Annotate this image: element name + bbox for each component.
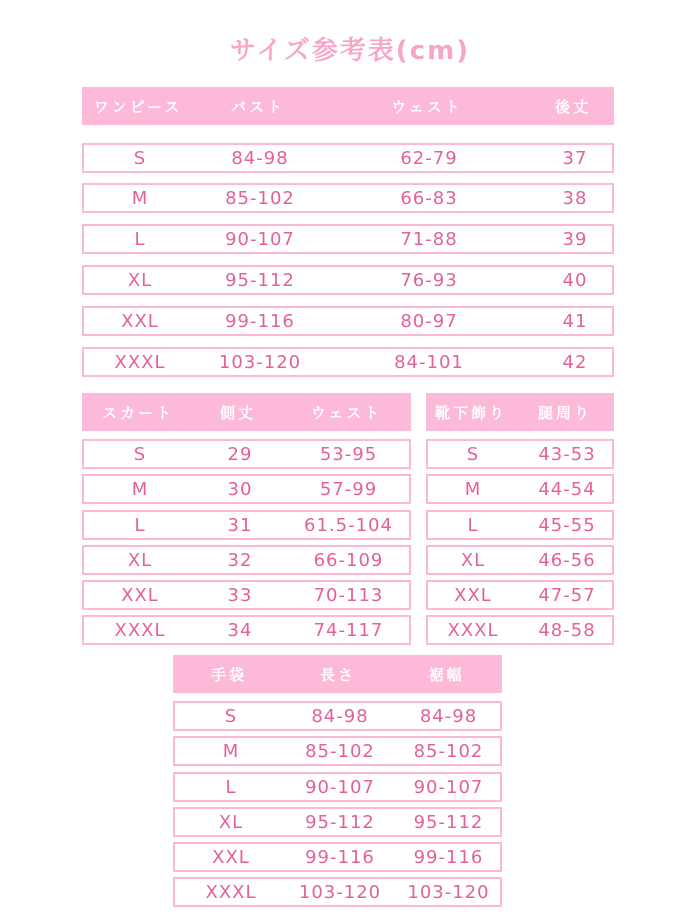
- gloves-cell: 103-120: [407, 881, 490, 903]
- socks-row: [426, 545, 614, 575]
- socks-header-row: [426, 393, 614, 431]
- skirt-cell: XL: [127, 549, 153, 571]
- onepiece-cell: 40: [562, 269, 588, 291]
- socks-cell: XXL: [454, 584, 492, 606]
- onepiece-cell: 90-107: [225, 228, 295, 250]
- onepiece-cell: 71-88: [400, 228, 458, 250]
- onepiece-header-cell: バスト: [230, 97, 285, 116]
- skirt-cell: 29: [227, 443, 253, 465]
- gloves-cell: 95-112: [305, 811, 375, 833]
- gloves-cell: S: [224, 705, 238, 727]
- socks-row: [426, 510, 614, 540]
- gloves-row: [173, 807, 502, 837]
- skirt-row: [82, 439, 411, 469]
- skirt-cell: 53-95: [319, 443, 378, 465]
- page-title: サイズ参考表(cm): [229, 36, 471, 66]
- onepiece-cell: 38: [562, 187, 588, 209]
- gloves-cell: 85-102: [305, 740, 375, 762]
- gloves-cell: 90-107: [413, 776, 484, 798]
- socks-header-cell: 靴下飾り: [434, 403, 507, 422]
- onepiece-cell: 103-120: [218, 351, 302, 373]
- skirt-cell: XXXL: [114, 619, 166, 641]
- onepiece-cell: 66-83: [400, 187, 458, 209]
- skirt-cell: 57-99: [319, 478, 378, 500]
- skirt-cell: 32: [227, 549, 253, 571]
- gloves-row: [173, 877, 502, 907]
- onepiece-row: [82, 347, 614, 377]
- onepiece-cell: 41: [562, 310, 588, 332]
- gloves-cell: XL: [218, 811, 244, 833]
- gloves-cell: 99-116: [413, 846, 484, 868]
- gloves-header-cell: 長さ: [319, 665, 356, 684]
- socks-row: [426, 439, 614, 469]
- skirt-header-cell: 側丈: [219, 403, 256, 422]
- onepiece-cell: XL: [127, 269, 153, 291]
- onepiece-cell: 80-97: [400, 310, 458, 332]
- gloves-size-table: [173, 655, 502, 908]
- skirt-header-cell: ウェスト: [310, 403, 383, 422]
- socks-cell: 44-54: [538, 478, 596, 500]
- socks-cell: 47-57: [538, 584, 596, 606]
- socks-cell: 45-55: [538, 514, 596, 536]
- socks-cell: 48-58: [538, 619, 596, 641]
- socks-cell: XL: [460, 549, 486, 571]
- gloves-cell: 84-98: [419, 705, 478, 727]
- skirt-cell: 30: [227, 478, 253, 500]
- skirt-cell: 34: [227, 619, 253, 641]
- gloves-row: [173, 842, 502, 872]
- skirt-cell: S: [133, 443, 147, 465]
- onepiece-cell: XXXL: [114, 351, 166, 373]
- gloves-header-cell: 手袋: [210, 665, 247, 684]
- gloves-cell: L: [225, 776, 237, 798]
- skirt-cell: 31: [227, 514, 253, 536]
- skirt-header-cell: スカート: [101, 403, 174, 422]
- socks-size-table: [426, 393, 614, 645]
- gloves-cell: 95-112: [413, 811, 484, 833]
- onepiece-cell: 42: [562, 351, 588, 373]
- onepiece-cell: 95-112: [225, 269, 295, 291]
- onepiece-row: [82, 143, 614, 173]
- socks-cell: 43-53: [538, 443, 596, 465]
- onepiece-cell: 62-79: [400, 147, 458, 169]
- socks-row: [426, 580, 614, 610]
- onepiece-size-table: [82, 87, 614, 377]
- gloves-cell: 99-116: [305, 846, 375, 868]
- onepiece-row: [82, 183, 614, 213]
- gloves-row: [173, 736, 502, 766]
- onepiece-row: [82, 224, 614, 254]
- skirt-cell: XXL: [121, 584, 159, 606]
- onepiece-cell: 76-93: [400, 269, 458, 291]
- onepiece-cell: S: [133, 147, 147, 169]
- gloves-cell: M: [222, 740, 240, 762]
- onepiece-cell: 99-116: [225, 310, 295, 332]
- socks-cell: L: [467, 514, 479, 536]
- onepiece-row: [82, 265, 614, 295]
- skirt-row: [82, 615, 411, 645]
- gloves-cell: 103-120: [298, 881, 382, 903]
- skirt-row: [82, 510, 411, 540]
- socks-cell: M: [464, 478, 482, 500]
- gloves-cell: 84-98: [311, 705, 369, 727]
- onepiece-cell: 84-101: [394, 351, 464, 373]
- onepiece-cell: M: [131, 187, 149, 209]
- gloves-header-row: [173, 655, 502, 693]
- skirt-cell: 74-117: [313, 619, 384, 641]
- socks-row: [426, 474, 614, 504]
- gloves-cell: 85-102: [413, 740, 484, 762]
- skirt-row: [82, 545, 411, 575]
- skirt-row: [82, 580, 411, 610]
- gloves-cell: XXXL: [205, 881, 257, 903]
- onepiece-cell: 84-98: [231, 147, 289, 169]
- gloves-cell: 90-107: [305, 776, 375, 798]
- skirt-cell: 61.5-104: [304, 514, 393, 536]
- onepiece-header-cell: ウェスト: [391, 97, 463, 116]
- skirt-cell: 70-113: [313, 584, 384, 606]
- socks-cell: XXXL: [447, 619, 499, 641]
- onepiece-header-cell: ワンピース: [93, 97, 183, 116]
- skirt-cell: M: [131, 478, 149, 500]
- onepiece-cell: 85-102: [225, 187, 295, 209]
- skirt-header-row: [82, 393, 411, 431]
- onepiece-header-row: [82, 87, 614, 125]
- skirt-row: [82, 474, 411, 504]
- gloves-row: [173, 772, 502, 802]
- socks-cell: S: [466, 443, 480, 465]
- onepiece-row: [82, 306, 614, 336]
- gloves-row: [173, 701, 502, 731]
- onepiece-cell: 39: [562, 228, 588, 250]
- skirt-cell: L: [134, 514, 146, 536]
- skirt-cell: 66-109: [313, 549, 384, 571]
- skirt-size-table: [82, 393, 411, 645]
- onepiece-header-cell: 後丈: [554, 97, 591, 116]
- socks-header-cell: 腿周り: [537, 403, 592, 422]
- socks-row: [426, 615, 614, 645]
- skirt-cell: 33: [227, 584, 253, 606]
- gloves-header-cell: 裾幅: [428, 665, 465, 684]
- onepiece-cell: XXL: [121, 310, 159, 332]
- onepiece-cell: 37: [562, 147, 588, 169]
- gloves-cell: XXL: [212, 846, 250, 868]
- onepiece-cell: L: [134, 228, 146, 250]
- socks-cell: 46-56: [538, 549, 596, 571]
